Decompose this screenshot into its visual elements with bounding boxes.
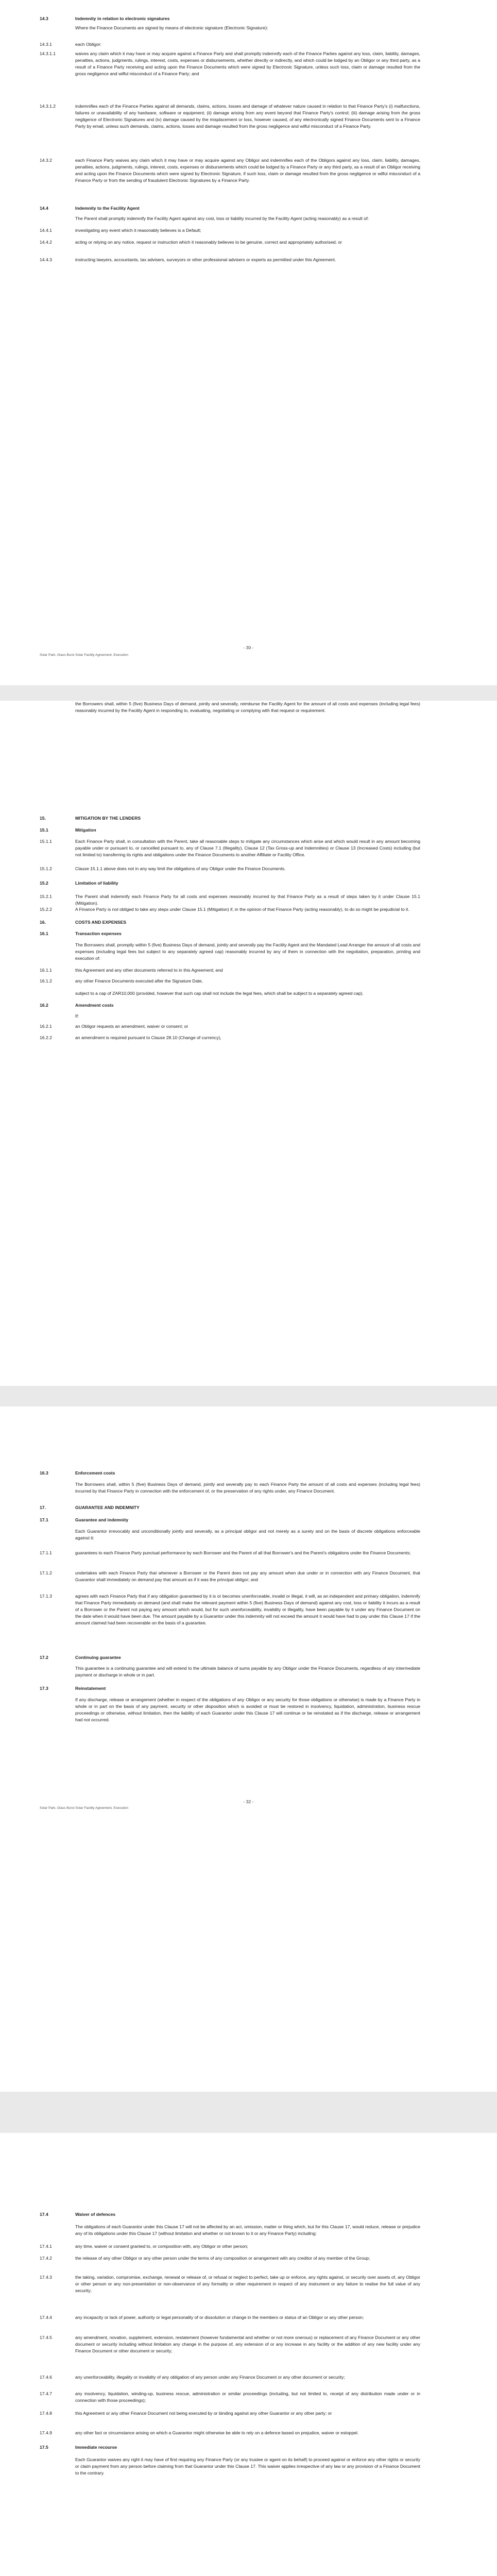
clause-number: 14.3 <box>40 16 48 21</box>
clause-title: Guarantee and indemnity <box>75 1517 129 1522</box>
clause-title: Limitation of liability <box>75 880 118 886</box>
clause-number: 16. <box>40 920 46 925</box>
document-footer: Solar Park, Glass Burst Solar Facility Agreement, Execution <box>40 653 128 657</box>
clause-number: 17.4.7 <box>40 2391 52 2396</box>
clause-number: 17.4.1 <box>40 2244 52 2249</box>
page-content <box>0 701 497 1386</box>
clause-number: 15.2.1 <box>40 894 52 899</box>
clause-number: 17.4 <box>40 2212 48 2217</box>
clause-number: 14.4.3 <box>40 257 52 262</box>
clause-number: 15.1 <box>40 827 48 833</box>
clause-number: 16.1 <box>40 931 48 936</box>
clause-number: 16.3 <box>40 1470 48 1476</box>
clause-number: 14.4.1 <box>40 228 52 233</box>
clause-number: 16.1.1 <box>40 968 52 973</box>
clause-text: agrees with each Finance Party that if any obligation guaranteed by it is or becomes unenforceable, invalid or illegal, it will, as an independent and primary obligation, indemnify that Finance Party immediately on demand (and shall make the relevant payment within 5 (five) Business Days of demand) against any cost, loss or liability it incurs as a result of a Borrower or the Parent not paying any amount which would, but for such unenforceability, invalidity or illegality, have been payable by it under any Finance Document on the date when it would have been due. The amount payable by a Guarantor under this indemnity will not exceed the amount it would have had to pay under this Clause 17 if the amount claimed had been recoverable on the basis of a guarantee. <box>75 1594 420 1625</box>
clause-text: investigating any event which it reasonably believes is a Default; <box>75 228 201 233</box>
clause-text: subject to a cap of ZAR10,000 (provided, however that such cap shall not include the legal fees, which shall be subject to a separately agreed cap). <box>75 991 364 996</box>
page-content <box>0 0 497 685</box>
clause-number: 17.4.3 <box>40 2275 52 2280</box>
clause-text: This guarantee is a continuing guarantee and will extend to the ultimate balance of sums payable by any Obligor under the Finance Documents, regardless of any intermediate payment or discharge in whole or in part. <box>75 1666 420 1677</box>
clause-number: 17.1.1 <box>40 1550 52 1555</box>
clause-title: Transaction expenses <box>75 931 122 936</box>
clause-number: 15. <box>40 816 46 821</box>
clause-number: 17.1.2 <box>40 1570 52 1575</box>
clause-number: 17.4.4 <box>40 2315 52 2320</box>
clause-title: Indemnity in relation to electronic signatures <box>75 16 170 21</box>
clause-number: 17.4.6 <box>40 2375 52 2380</box>
clause-title: GUARANTEE AND INDEMNITY <box>75 1505 140 1510</box>
clause-number: 17.3 <box>40 1686 48 1691</box>
clause-text: acting or relying on any notice, request or instruction which it reasonably believes to be genuine, correct and appropriately authorised; or <box>75 240 342 245</box>
document-page-4 <box>0 2133 497 2576</box>
clause-text: undertakes with each Finance Party that whenever a Borrower or the Parent does not pay any amount when due under or in connection with any Finance Document, that Guarantor shall immediately on demand pay that amount as if it was the principal obligor; and <box>75 1570 420 1582</box>
clause-title: Enforcement costs <box>75 1470 115 1476</box>
clause-text: guarantees to each Finance Party punctual performance by each Borrower and the Parent of all that Borrower's and the Parent's obligations under the Finance Documents; <box>75 1550 411 1555</box>
clause-title: Immediate recourse <box>75 2445 117 2450</box>
clause-text: Clause 15.1.1 above does not in any way limit the obligations of any Obligor under the Finance Documents. <box>75 866 286 871</box>
clause-text: an Obligor requests an amendment, waiver or consent; or <box>75 1024 188 1029</box>
clause-text: The Parent shall promptly indemnify the Facility Agent against any cost, loss or liability incurred by the Facility Agent (acting reasonably) as a result of: <box>75 216 369 221</box>
clause-text: any incapacity or lack of power, authority or legal personality of or dissolution or change in the members or status of an Obligor or any other person; <box>75 2315 364 2320</box>
clause-number: 14.4.2 <box>40 240 52 245</box>
clause-text: waives any claim which it may have or may acquire against a Finance Party and shall promptly indemnify each of the Finance Parties against any loss, claim, liability, damages, penalties, actions, judgments, rulings, interest, costs, expenses or disbursements, whether directly or indirectly, and which could be lodged by an Obligor or any third party, as a result of a Finance Party receiving and acting upon the Finance Documents which were signed by Electronic Signature, unless such loss, claim or damage resulted from the gross negligence and wilful misconduct of a Finance Party; and <box>75 51 420 76</box>
clause-number: 15.1.1 <box>40 839 52 844</box>
document-footer: Solar Park, Glass Burst Solar Facility Agreement, Execution <box>40 1806 128 1810</box>
clause-number: 16.1.2 <box>40 978 52 984</box>
clause-title: COSTS AND EXPENSES <box>75 920 127 925</box>
clause-text: A Finance Party is not obliged to take any steps under Clause 15.1 (Mitigation) if, in the opinion of that Finance Party (acting reasonably), to do so might be prejudicial to it. <box>75 907 409 912</box>
clause-text: Each Finance Party shall, in consultation with the Parent, take all reasonable steps to mitigate any circumstances which arise and which would result in any amount becoming payable under or pursuant to, or cancelled pursuant to, any of Clause 7.1 (Illegality), Clause 12 (Tax Gross-up and Indemnities) or Clause 13 (Increased Costs) including (but not limited to) transferring its rights and obligations under the Finance Documents to another Affiliate or Facility Office. <box>75 839 420 857</box>
document-page-1 <box>0 0 497 685</box>
clause-number: 17.1 <box>40 1517 48 1522</box>
clause-text: any other Finance Documents executed after the Signature Date, <box>75 978 203 984</box>
clause-number: 16.2.2 <box>40 1035 52 1040</box>
clause-number: 15.2 <box>40 880 48 886</box>
clause-title: Amendment costs <box>75 1003 114 1008</box>
clause-number: 14.3.1 <box>40 42 52 47</box>
page-content <box>0 2133 497 2576</box>
clause-number: 17.1.3 <box>40 1594 52 1599</box>
clause-text: The Borrowers shall, promptly within 5 (five) Business Days of demand, jointly and severally pay the Facility Agent and the Mandated Lead Arranger the amount of all costs and expenses (including legal fees but subject to any separately agreed cap) reasonably incurred by any of them in connection with the negotiation, preparation, printing and execution of: <box>75 942 420 961</box>
clause-text: instructing lawyers, accountants, tax advisers, surveyors or other professional advisers or experts as permitted under this Agreement. <box>75 257 336 262</box>
clause-number: 14.3.1.1 <box>40 51 56 56</box>
document-page-3 <box>0 1406 497 2092</box>
clause-title: Indemnity to the Facility Agent <box>75 206 140 211</box>
clause-text: this Agreement and any other documents referred to in this Agreement; and <box>75 968 223 973</box>
clause-title: Reinstatement <box>75 1686 106 1691</box>
clause-number: 14.4 <box>40 206 48 211</box>
clause-number: 17.4.8 <box>40 2411 52 2416</box>
clause-text: an amendment is required pursuant to Clause 28.10 (Change of currency), <box>75 1035 221 1040</box>
clause-text: the taking, variation, compromise, exchange, renewal or release of, or refusal or neglect to perfect, take up or enforce, any rights against, or security over assets of, any Obligor or other person or any non-presentation or non-observance of any formality or other requirement in respect of any instrument or any failure to realise the full value of any security; <box>75 2275 420 2293</box>
clause-number: 16.2.1 <box>40 1024 52 1029</box>
clause-number: 17. <box>40 1505 46 1510</box>
clause-text: this Agreement or any other Finance Document not being executed by or binding against any other Guarantor or any other party; or <box>75 2411 332 2416</box>
clause-text: the release of any other Obligor or any other person under the terms of any composition or arrangement with any creditor of any member of the Group; <box>75 2256 370 2261</box>
clause-title: Waiver of defences <box>75 2212 116 2217</box>
clause-text: Where the Finance Documents are signed by means of electronic signature (Electronic Signature): <box>75 25 268 30</box>
clause-text: The obligations of each Guarantor under this Clause 17 will not be affected by an act, omission, matter or thing which, but for this Clause 17, would reduce, release or prejudice any of its obligations under this Clause 17 (without limitation and whether or not known to it or any Finance Party) including: <box>75 2224 420 2236</box>
clause-text: each Obligor: <box>75 42 102 47</box>
clause-title: MITIGATION BY THE LENDERS <box>75 816 141 821</box>
clause-text: If: <box>75 1013 79 1019</box>
clause-text: any unenforceability, illegality or invalidity of any obligation of any person under any Finance Document or any other document or security; <box>75 2375 345 2380</box>
clause-text: any insolvency, liquidation, winding-up, business rescue, administration or similar proceedings (including, but not limited to, receipt of any distribution made under or in connection with those proceedings); <box>75 2391 420 2403</box>
clause-text: If any discharge, release or arrangement (whether in respect of the obligations of any Obligor or any security for those obligations or otherwise) is made by a Finance Party in whole or in part on the basis of any payment, security or other disposition which is avoided or must be restored in insolvency, liquidation, administration, business rescue proceedings or otherwise, without limitation, then the liability of each Guarantor under this Clause 17 will continue or be reinstated as if the discharge, release or arrangement had not occurred. <box>75 1697 420 1722</box>
clause-number: 17.4.5 <box>40 2335 52 2340</box>
page-number: - 32 - <box>243 1799 254 1804</box>
clause-text: the Borrowers shall, within 5 (five) Business Days of demand, jointly and severally, reimburse the Facility Agent for the amount of all costs and expenses (including legal fees) reasonably incurred by the Facility Agent in responding to, evaluating, negotiating or complying with that request or requirement. <box>75 701 420 713</box>
clause-number: 17.2 <box>40 1655 48 1660</box>
clause-text: The Parent shall indemnify each Finance Party for all costs and expenses reasonably incurred by that Finance Party as a result of steps taken by it under Clause 15.1 (Mitigation). <box>75 894 420 906</box>
clause-number: 15.1.2 <box>40 866 52 871</box>
clause-text: any other fact or circumstance arising on which a Guarantor might otherwise be able to rely on a defence based on prejudice, waiver or estoppel. <box>75 2430 359 2435</box>
clause-number: 14.3.2 <box>40 158 52 163</box>
clause-number: 15.2.2 <box>40 907 52 912</box>
clause-title: Continuing guarantee <box>75 1655 121 1660</box>
clause-text: any amendment, novation, supplement, extension, restatement (however fundamental and whether or not more onerous) or replacement of any Finance Document or any other document or security including without limitation any change in the purpose of, any extension of or any increase in any facility or the addition of any new facility under any Finance Document or other document or security; <box>75 2335 420 2353</box>
clause-number: 16.2 <box>40 1003 48 1008</box>
clause-text: indemnifies each of the Finance Parties against all demands, claims, actions, losses and damage of whatever nature caused in relation to that Finance Party's (i) malfunctions, failures or unavailability of any hardware, software or equipment; (ii) damage arising from any event beyond that Finance Party's control; (iii) damage arising from the gross negligence of Electronic Signatures and (iv) damage caused by the misplacement or loss, however caused, of any electronically signed Finance Documents sent to a Finance Party by email, unless such demands, claims, actions, losses and damage resulted from the gross negligence and wilful misconduct of a Finance Party. <box>75 104 420 129</box>
clause-text: each Finance Party waives any claim which it may have or may acquire against any Obligor and indemnifies each of the Obligors against any loss, claim, liability, damages, penalties, actions, judgments, rulings, interest, costs, expenses or disbursements which could be lodged by a Finance Party or any third party, as a result of an Obligor receiving and acting upon the Finance Documents which were signed by Electronic Signature, if such loss, claim or damage resulted from the gross negligence or wilful misconduct of a Finance Party or from the sending of fraudulent Electronic Signatures by a Finance Party. <box>75 158 420 183</box>
page-content <box>0 1406 497 2092</box>
clause-number: 17.5 <box>40 2445 48 2450</box>
clause-number: 17.4.9 <box>40 2430 52 2435</box>
document-page-2 <box>0 701 497 1386</box>
clause-text: Each Guarantor irrevocably and unconditionally jointly and severally, as a principal obligor and not merely as a surety and on the basis of discrete obligations enforceable against it: <box>75 1529 420 1540</box>
clause-text: any time, waiver or consent granted to, or composition with, any Obligor or other person; <box>75 2244 248 2249</box>
clause-title: Mitigation <box>75 827 96 833</box>
clause-text: The Borrowers shall, within 5 (five) Business Days of demand, jointly and severally pay to each Finance Party the amount of all costs and expenses (including legal fees) incurred by that Finance Party in connection with the enforcement of, or the preservation of any rights under, any Finance Document. <box>75 1482 420 1494</box>
clause-text: Each Guarantor waives any right it may have of first requiring any Finance Party (or any trustee or agent on its behalf) to proceed against or enforce any other rights or security or claim payment from any person before claiming from that Guarantor under this Clause 17. This waiver applies irrespective of any law or any provision of a Finance Document to the contrary. <box>75 2457 420 2476</box>
page-number: - 30 - <box>243 645 254 650</box>
clause-number: 17.4.2 <box>40 2256 52 2261</box>
clause-number: 14.3.1.2 <box>40 104 56 109</box>
